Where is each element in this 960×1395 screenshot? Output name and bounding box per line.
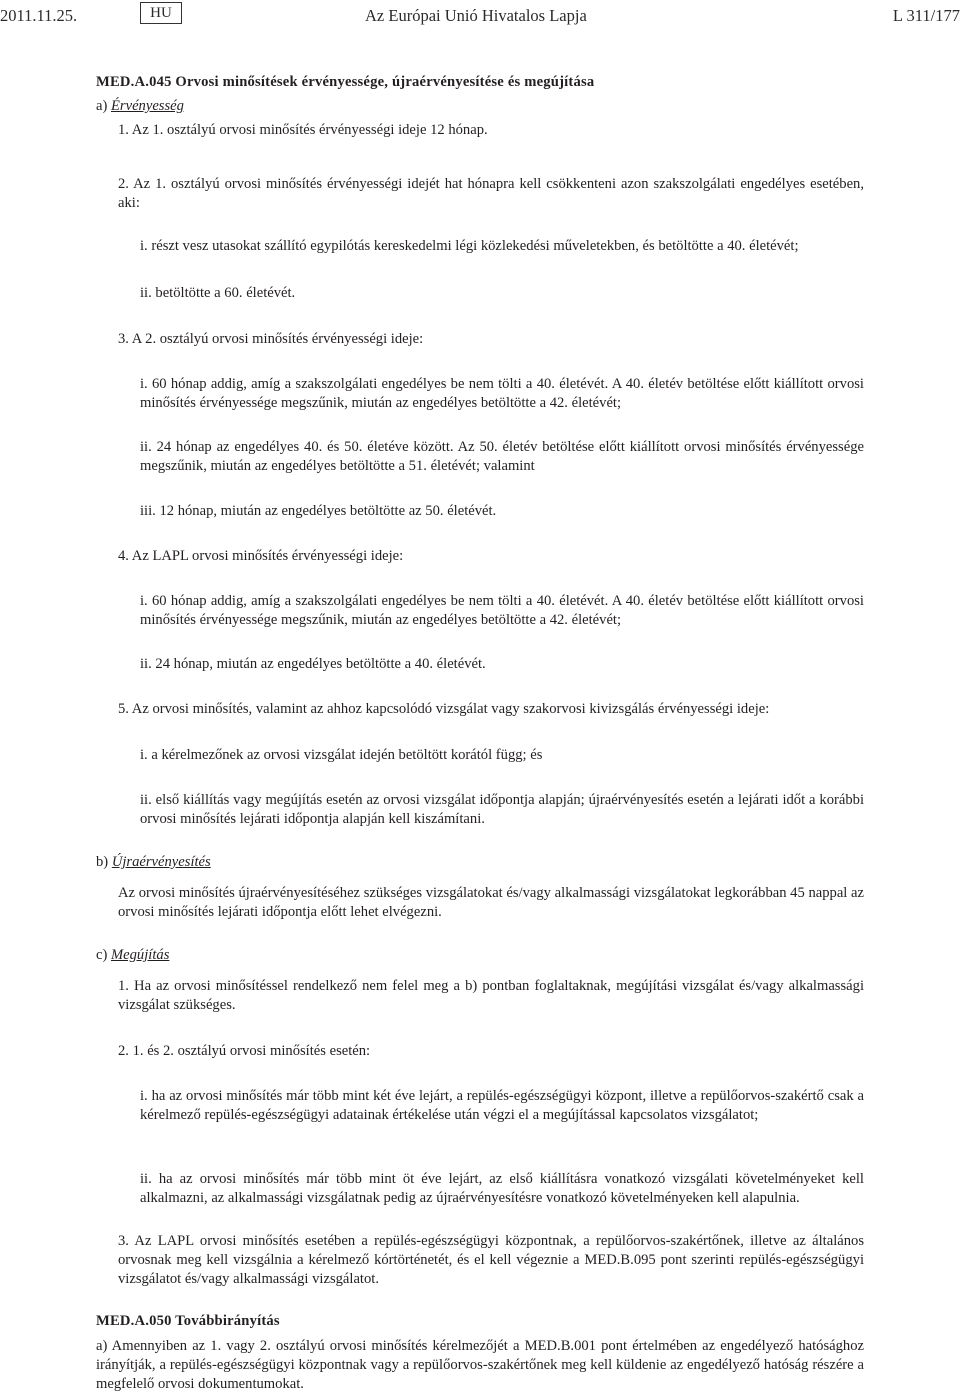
paragraph-a3: 3. A 2. osztályú orvosi minősítés érvényességi ideje: [118,331,424,347]
paragraph-b: Az orvosi minősítés újraérvényesítéséhez szükséges vizsgálatokat és/vagy alkalmassági vizsgálatokat legkorábban 45 nappal az orvosi minősítés lejárati időpontja előtt lehet elvégezni. [118,885,864,920]
paragraph-a4: 4. Az LAPL orvosi minősítés érvényességi ideje: [118,548,404,564]
language-badge: HU [140,2,182,24]
paragraph-a4-ii: ii. 24 hónap, miután az engedélyes betöltötte a 40. életévét. [140,656,486,672]
paragraph-c2-i: i. ha az orvosi minősítés már több mint két éve lejárt, a repülés-egészségügyi központ, illetve a repülőorvos-szakértő csak a kérelmező repülés-egészségügyi adatainak értékelése után végzi el a megújítással kapcsolatos vizsgálatot; [140,1088,864,1123]
paragraph-c2: 2. 1. és 2. osztályú orvosi minősítés esetén: [118,1043,371,1059]
page-header [0,4,960,26]
paragraph-a1: 1. Az 1. osztályú orvosi minősítés érvényességi ideje 12 hónap. [118,122,488,138]
page-reference: L 311/177 [892,6,960,25]
section-heading-med-a-050: MED.A.050 Továbbirányítás [96,1313,280,1329]
paragraph-c2-ii: ii. ha az orvosi minősítés már több mint öt éve lejárt, az első kiállításra vonatkozó vizsgálati követelményeket kell alkalmazni, az alkalmassági vizsgálatnak pedig az újraérvényesítésre vonatkozó követelményeken kell alapulnia. [140,1171,864,1206]
paragraph-a3-i: i. 60 hónap addig, amíg a szakszolgálati engedélyes be nem tölti a 40. életévét. A 40. életév betöltése előtt kiállított orvosi minősítés érvényessége megszűnik, miután az engedélyes betöltötte a 42. életévét; [140,376,864,411]
subsection-b-title: Újraérvényesítés [111,854,211,870]
subsection-c-heading [96,946,864,965]
paragraph-a3-ii: ii. 24 hónap az engedélyes 40. és 50. életéve között. Az 50. életév betöltése előtt kiállított orvosi minősítés érvényessége megszűnik, miután az engedélyes betöltötte a 51. életévét; valamint [140,439,864,474]
paragraph-a5: 5. Az orvosi minősítés, valamint az ahhoz kapcsolódó vizsgálat vagy szakorvosi kivizsgálás érvényességi ideje: [118,701,770,717]
paragraph-a4-i: i. 60 hónap addig, amíg a szakszolgálati engedélyes be nem tölti a 40. életévét. A 40. életév betöltése előtt kiállított orvosi minősítés érvényessége megszűnik, miután az engedélyes betöltötte a 42. életévét; [140,593,864,628]
publication-date: 2011.11.25. [0,6,78,25]
paragraph-a5-ii: ii. első kiállítás vagy megújítás esetén az orvosi vizsgálat időpontja alapján; újraérvényesítés esetén a lejárati időt a korábbi orvosi minősítés lejárati időpontja alapján kell kiszámítani. [140,792,864,827]
paragraph-a3-iii: iii. 12 hónap, miután az engedélyes betöltötte az 50. életévét. [140,503,497,519]
subsection-a-heading [96,97,864,116]
paragraph-c3: 3. Az LAPL orvosi minősítés esetében a repülés-egészségügyi központnak, a repülőorvos-szakértőnek, illetve az általános orvosnak meg kell vizsgálnia a kérelmező kórtörténetét, és el kell végeznie a MED.B.095 pont szerinti repülés-egészségügyi vizsgálatot és/vagy alkalmassági vizsgálatot. [118,1233,864,1287]
section-heading-med-a-045: MED.A.045 Orvosi minősítések érvényessége, újraérvényesítése és megújítása [96,74,595,90]
paragraph-a2-ii: ii. betöltötte a 60. életévét. [140,285,296,301]
subsection-b-label: b) [96,854,109,870]
paragraph-c1: 1. Ha az orvosi minősítéssel rendelkező nem felel meg a b) pontban foglaltaknak, megújítási vizsgálat és/vagy alkalmassági vizsgálat szükséges. [118,978,864,1013]
paragraph-a5-i: i. a kérelmezőnek az orvosi vizsgálat idején betöltött korától függ; és [140,747,543,763]
subsection-a-title: Érvényesség [111,98,184,114]
subsection-b-heading [96,853,864,872]
subsection-c-label: c) [96,947,108,963]
journal-title: Az Európai Unió Hivatalos Lapja [365,6,587,25]
subsection-c-title: Megújítás [111,947,170,963]
paragraph-050-a: a) Amennyiben az 1. vagy 2. osztályú orvosi minősítés kérelmezőjét a MED.B.001 pont értelmében az engedélyező hatósághoz irányítják, a repülés-egészségügyi központnak vagy a repülőorvos-szakértőnek meg kell küldenie az engedélyező hatóság részére a megfelelő orvosi dokumentumokat. [96,1338,864,1392]
paragraph-a2-i: i. részt vesz utasokat szállító egypilótás kereskedelmi légi közlekedési műveletekben, és betöltötte a 40. életévét; [140,238,799,254]
paragraph-a2: 2. Az 1. osztályú orvosi minősítés érvényességi idejét hat hónapra kell csökkenteni azon szakszolgálati engedélyes esetében, aki: [118,176,864,211]
subsection-a-label: a) [96,98,108,114]
